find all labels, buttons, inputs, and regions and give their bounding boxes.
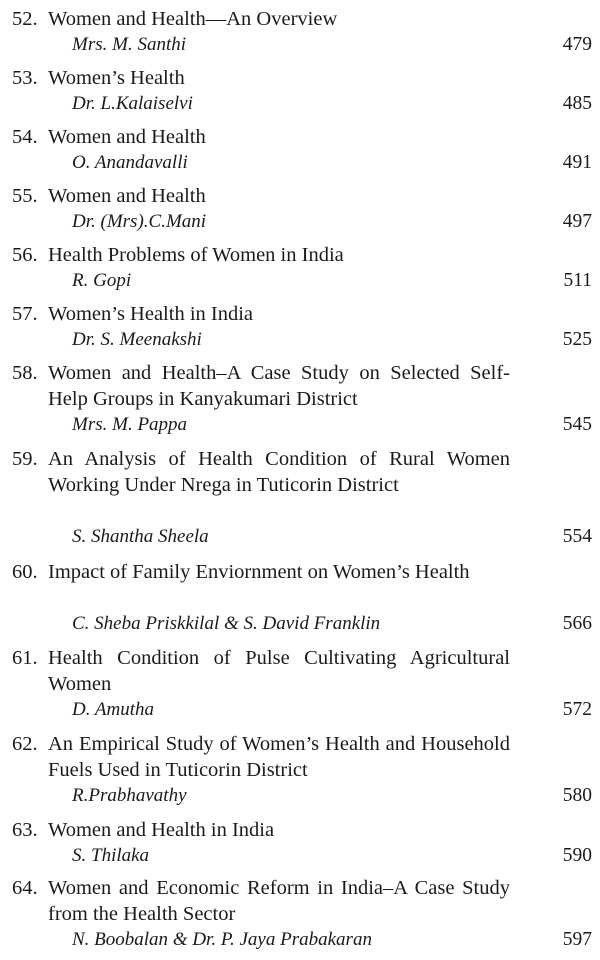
entry-title: Health Condition of Pulse Cultivating Agricultural Women: [48, 647, 510, 695]
entry-number: 59.: [12, 448, 38, 470]
entry-author: R.Prabhavathy: [72, 785, 187, 806]
entry-author: Mrs. M. Santhi: [72, 34, 186, 55]
entry-title: An Analysis of Health Condition of Rural Women Working Under Nrega in Tuticorin District: [48, 448, 510, 496]
entry-number: 60.: [12, 561, 38, 583]
entry-author: C. Sheba Priskkilal & S. David Franklin: [72, 613, 381, 634]
entry-page-number: 590: [562, 845, 592, 866]
entry-page-number: 580: [562, 785, 592, 806]
entry-title: Health Problems of Women in India: [48, 244, 344, 266]
entry-author: S. Shantha Sheela: [72, 526, 209, 547]
entry-page-number: 525: [562, 329, 592, 350]
entry-title: Impact of Family Enviornment on Women’s Health: [48, 561, 470, 583]
entry-page-number: 554: [562, 526, 592, 547]
entry-author: Dr. S. Meenakshi: [72, 329, 202, 350]
entry-author: Dr. (Mrs).C.Mani: [72, 211, 207, 232]
entry-number: 54.: [12, 126, 38, 148]
entry-title: Women and Health in India: [48, 819, 275, 841]
entry-author: O. Anandavalli: [72, 152, 188, 173]
entry-title: Women’s Health: [48, 67, 185, 89]
entry-page-number: 545: [562, 414, 592, 435]
entry-number: 53.: [12, 67, 38, 89]
entry-title: Women and Economic Reform in India–A Case Study from the Health Sector: [48, 877, 510, 925]
entry-page-number: 566: [562, 613, 592, 634]
entry-page-number: 479: [562, 34, 592, 55]
entry-page-number: 572: [562, 699, 592, 720]
entry-author: Dr. L.Kalaiselvi: [72, 93, 193, 114]
entry-author: D. Amutha: [72, 699, 154, 720]
entry-title: Women and Health: [48, 185, 206, 207]
entry-number: 56.: [12, 244, 38, 266]
entry-number: 55.: [12, 185, 38, 207]
entry-page-number: 597: [562, 929, 592, 950]
entry-author: R. Gopi: [72, 270, 132, 291]
entry-title: Women and Health: [48, 126, 206, 148]
entry-number: 57.: [12, 303, 38, 325]
entry-number: 58.: [12, 362, 38, 384]
entry-number: 63.: [12, 819, 38, 841]
entry-number: 52.: [12, 8, 38, 30]
entry-title: Women and Health—An Overview: [48, 8, 338, 30]
entry-author: N. Boobalan & Dr. P. Jaya Prabakaran: [72, 929, 372, 950]
entry-number: 62.: [12, 733, 38, 755]
entry-number: 61.: [12, 647, 38, 669]
entry-page-number: 511: [563, 270, 592, 291]
entry-page-number: 491: [562, 152, 592, 173]
entry-title: Women and Health–A Case Study on Selected Self-Help Groups in Kanyakumari District: [48, 362, 510, 410]
entry-title: An Empirical Study of Women’s Health and Household Fuels Used in Tuticorin District: [48, 733, 510, 781]
entry-author: S. Thilaka: [72, 845, 150, 866]
entry-author: Mrs. M. Pappa: [72, 414, 188, 435]
entry-number: 64.: [12, 877, 38, 899]
entry-page-number: 485: [562, 93, 592, 114]
entry-title: Women’s Health in India: [48, 303, 254, 325]
entry-page-number: 497: [562, 211, 592, 232]
